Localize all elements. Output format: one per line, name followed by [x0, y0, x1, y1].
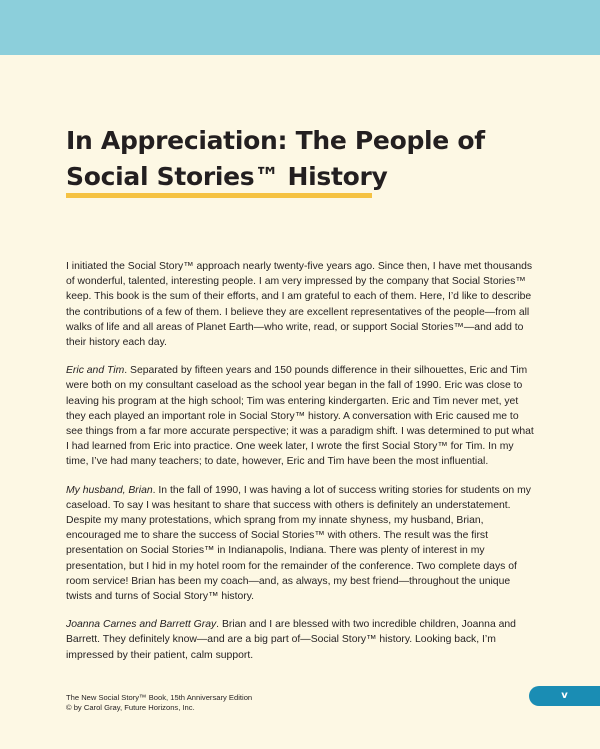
- paragraph-text: . Brian and I are blessed with two incredible children, Joanna and Barrett. They definitely know—and are a big part of—Social Story™ history. Looking back, I’m impressed by their patient, calm support.: [66, 619, 516, 661]
- paragraph-eric-and-tim: [66, 363, 538, 469]
- title-underline: [66, 193, 372, 198]
- paragraph-lead: My husband, Brian: [66, 484, 153, 496]
- paragraph-joanna-and-barrett: [66, 617, 538, 663]
- paragraph-lead: Joanna Carnes and Barrett Gray: [66, 619, 217, 631]
- page-footer: [66, 693, 366, 713]
- paragraph-text: . Separated by fifteen years and 150 pounds difference in their silhouettes, Eric and Tim were both on my consultant caseload as the school year began in the fall of 1990. Eric was close to leaving his program at the high school; Tim was entering kindergarten. Eric and Tim never met, yet they each played an important role in Social Story™ history. A conversation with Eric caused me to see things from a far more accurate perspective; it was a paradigm shift. I was determined to put what I had learned from Eric into practice. One week later, I wrote the first Social Story™ for Tim. In my time, I’ve had many teachers; to date, however, Eric and Tim have been the most influential.: [66, 365, 534, 468]
- paragraph-intro: [66, 259, 538, 350]
- body-text: [66, 259, 538, 676]
- paragraph-husband-brian: [66, 483, 538, 605]
- paragraph-text: I initiated the Social Story™ approach nearly twenty-five years ago. Since then, I have met thousands of wonderful, talented, interesting people. I am very impressed by the company that Social Stories™ keep. This book is the sum of their efforts, and I am grateful to each of them. Here, I’d like to describe the contributions of a few of them. I believe they are excellent representatives of the people—from all walks of life and all areas of Planet Earth—who write, read, or support Social Stories™—and add to their history each day.: [66, 261, 533, 349]
- footer-copyright: © by Carol Gray, Future Horizons, Inc.: [66, 703, 195, 712]
- title-line-2: Social Stories™ History: [66, 162, 388, 191]
- page-number: v: [561, 690, 568, 701]
- top-color-band: [0, 0, 600, 55]
- paragraph-text: . In the fall of 1990, I was having a lot of success writing stories for students on my caseload. To say I was hesitant to share that success with others is definitely an understatement. Despite my many protestations, which sprang from my innate shyness, my husband, Brian, encouraged me to share the success of Social Stories™ with others. The result was the first presentation on Social Stories™ in Indianapolis, Indiana. There was plenty of interest in my presentation, but I hid in my hotel room for the remainder of the conference. Two complete days of room service! Brian has been my coach—and, as always, my best friend—throughout the unique twists and turns of Social Story™ history.: [66, 484, 531, 603]
- title-line-1: In Appreciation: The People of: [66, 126, 485, 155]
- page-number-tab: [529, 686, 600, 706]
- page-title: [66, 123, 546, 195]
- footer-book-title: The New Social Story™ Book, 15th Anniversary Edition: [66, 693, 253, 702]
- paragraph-lead: Eric and Tim: [66, 365, 125, 377]
